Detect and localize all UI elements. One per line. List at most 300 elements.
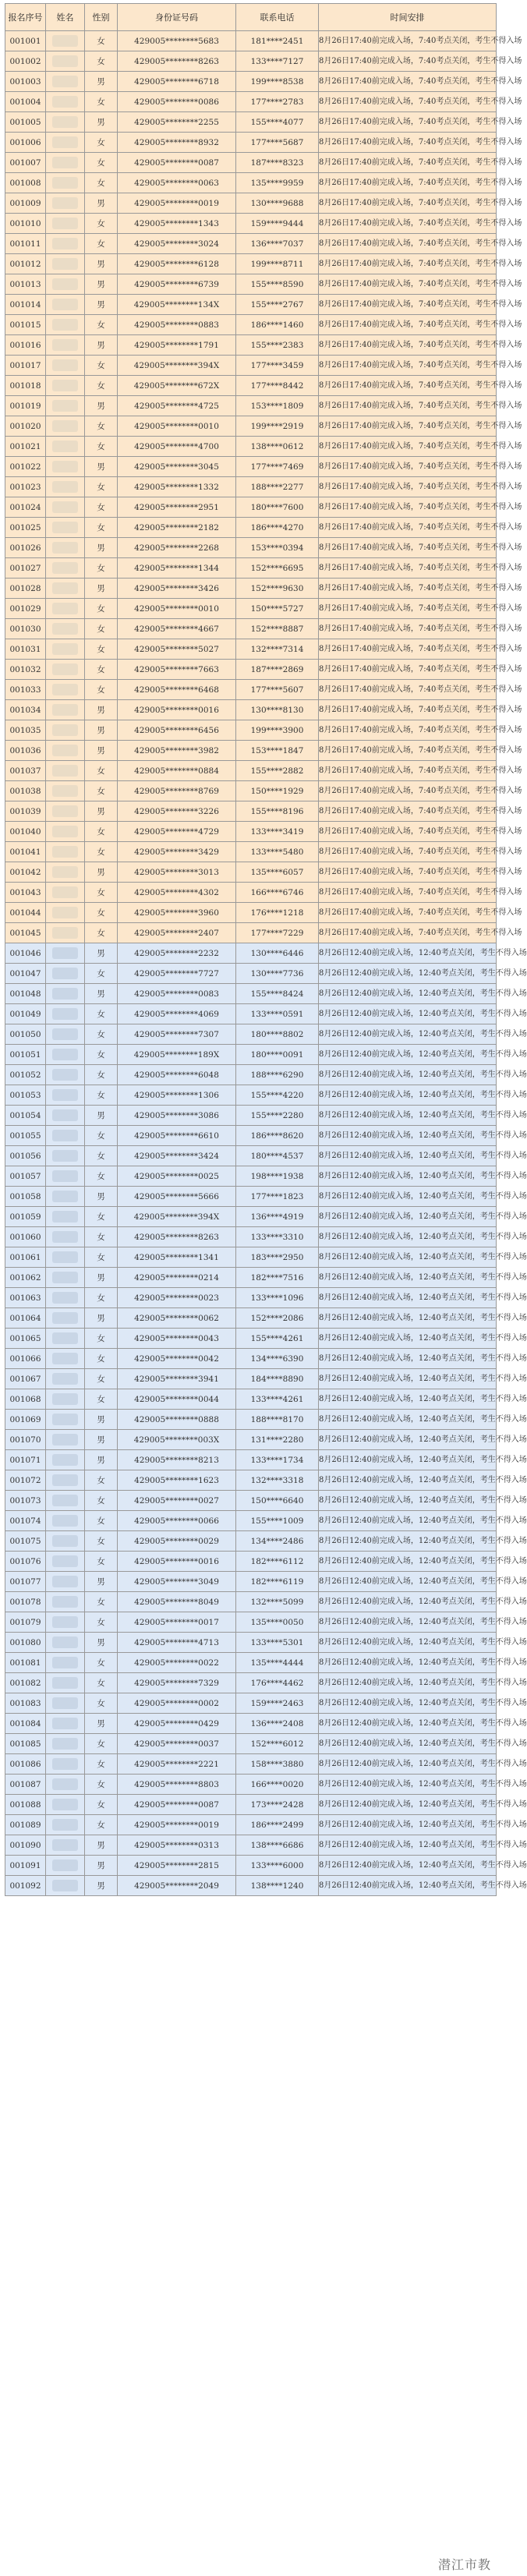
phone-cell: 133****4261: [236, 1389, 319, 1410]
table-row: [5, 274, 497, 295]
phone-cell: 138****0612: [236, 437, 319, 457]
registration-number-cell: 001052: [5, 1065, 46, 1085]
phone-cell: 155****8196: [236, 801, 319, 822]
name-cell: [46, 72, 85, 92]
table-row: [5, 1126, 497, 1146]
registration-number-cell: 001068: [5, 1389, 46, 1410]
gender-cell: 女: [85, 1511, 118, 1531]
time-arrangement-cell: 8月26日12:40前完成入场，12:40考点关闭，考生不得入场: [319, 1247, 497, 1268]
name-cell: [46, 396, 85, 416]
registration-number-cell: 001069: [5, 1410, 46, 1430]
time-arrangement-cell: 8月26日12:40前完成入场，12:40考点关闭，考生不得入场: [319, 1187, 497, 1207]
table-row: [5, 1734, 497, 1754]
time-arrangement-cell: 8月26日12:40前完成入场，12:40考点关闭，考生不得入场: [319, 1572, 497, 1592]
id-number-cell: 429005********1332: [118, 477, 236, 497]
gender-cell: 女: [85, 1288, 118, 1308]
id-number-cell: 429005********6718: [118, 72, 236, 92]
id-number-cell: 429005********1341: [118, 1247, 236, 1268]
name-cell: [46, 214, 85, 234]
table-row: [5, 619, 497, 639]
registration-number-cell: 001017: [5, 356, 46, 376]
phone-cell: 135****9959: [236, 173, 319, 193]
registration-number-cell: 001020: [5, 416, 46, 437]
name-cell: [46, 639, 85, 660]
table-row: [5, 497, 497, 518]
name-cell: [46, 1410, 85, 1430]
time-arrangement-cell: 8月26日12:40前完成入场，12:40考点关闭，考生不得入场: [319, 1552, 497, 1572]
gender-cell: 男: [85, 862, 118, 883]
table-row: [5, 1531, 497, 1552]
gender-cell: 男: [85, 1430, 118, 1450]
table-row: [5, 72, 497, 92]
registration-number-cell: 001003: [5, 72, 46, 92]
gender-cell: 女: [85, 1247, 118, 1268]
table-row: [5, 315, 497, 335]
registration-number-cell: 001051: [5, 1045, 46, 1065]
gender-cell: 男: [85, 1572, 118, 1592]
gender-cell: 女: [85, 1734, 118, 1754]
registration-number-cell: 001032: [5, 660, 46, 680]
name-cell: [46, 923, 85, 943]
id-number-cell: 429005********0025: [118, 1166, 236, 1187]
phone-cell: 199****2919: [236, 416, 319, 437]
phone-cell: 133****1096: [236, 1288, 319, 1308]
table-row: [5, 1004, 497, 1024]
registration-number-cell: 001037: [5, 761, 46, 781]
id-number-cell: 429005********7727: [118, 964, 236, 984]
time-arrangement-cell: 8月26日12:40前完成入场，12:40考点关闭，考生不得入场: [319, 1430, 497, 1450]
id-number-cell: 429005********4302: [118, 883, 236, 903]
name-cell: [46, 1775, 85, 1795]
gender-cell: 女: [85, 315, 118, 335]
name-cell: [46, 862, 85, 883]
id-number-cell: 429005********672X: [118, 376, 236, 396]
time-arrangement-cell: 8月26日12:40前完成入场，12:40考点关闭，考生不得入场: [319, 1349, 497, 1369]
gender-cell: 女: [85, 822, 118, 842]
time-arrangement-cell: 8月26日17:40前完成入场，7:40考点关闭，考生不得入场: [319, 274, 497, 295]
gender-cell: 女: [85, 660, 118, 680]
gender-cell: 女: [85, 1045, 118, 1065]
phone-cell: 152****2086: [236, 1308, 319, 1329]
gender-cell: 女: [85, 477, 118, 497]
time-arrangement-cell: 8月26日12:40前完成入场，12:40考点关闭，考生不得入场: [319, 1227, 497, 1247]
time-arrangement-cell: 8月26日12:40前完成入场，12:40考点关闭，考生不得入场: [319, 1673, 497, 1693]
gender-cell: 男: [85, 254, 118, 274]
registration-number-cell: 001004: [5, 92, 46, 112]
phone-cell: 155****4261: [236, 1329, 319, 1349]
phone-cell: 150****1929: [236, 781, 319, 801]
phone-cell: 130****7736: [236, 964, 319, 984]
registration-number-cell: 001066: [5, 1349, 46, 1369]
table-row: [5, 457, 497, 477]
table-row: [5, 1288, 497, 1308]
time-arrangement-cell: 8月26日17:40前完成入场，7:40考点关闭，考生不得入场: [319, 416, 497, 437]
time-arrangement-cell: 8月26日17:40前完成入场，7:40考点关闭，考生不得入场: [319, 903, 497, 923]
id-number-cell: 429005********2268: [118, 538, 236, 558]
time-arrangement-cell: 8月26日17:40前完成入场，7:40考点关闭，考生不得入场: [319, 214, 497, 234]
name-cell: [46, 660, 85, 680]
time-arrangement-cell: 8月26日12:40前完成入场，12:40考点关闭，考生不得入场: [319, 1693, 497, 1714]
time-arrangement-cell: 8月26日17:40前完成入场，7:40考点关闭，考生不得入场: [319, 497, 497, 518]
phone-cell: 182****7516: [236, 1268, 319, 1288]
registration-number-cell: 001031: [5, 639, 46, 660]
registration-number-cell: 001016: [5, 335, 46, 356]
name-cell: [46, 1693, 85, 1714]
phone-cell: 182****6112: [236, 1552, 319, 1572]
id-number-cell: 429005********394X: [118, 1207, 236, 1227]
time-arrangement-cell: 8月26日12:40前完成入场，12:40考点关闭，考生不得入场: [319, 1024, 497, 1045]
time-arrangement-cell: 8月26日12:40前完成入场，12:40考点关闭，考生不得入场: [319, 1085, 497, 1106]
gender-cell: 女: [85, 437, 118, 457]
registration-number-cell: 001074: [5, 1511, 46, 1531]
id-number-cell: 429005********0019: [118, 193, 236, 214]
name-cell: [46, 1227, 85, 1247]
name-cell: [46, 153, 85, 173]
registration-number-cell: 001077: [5, 1572, 46, 1592]
registration-number-cell: 001033: [5, 680, 46, 700]
table-row: [5, 133, 497, 153]
registration-number-cell: 001091: [5, 1856, 46, 1876]
gender-cell: 女: [85, 214, 118, 234]
gender-cell: 女: [85, 1329, 118, 1349]
table-row: [5, 660, 497, 680]
time-arrangement-cell: 8月26日12:40前完成入场，12:40考点关闭，考生不得入场: [319, 1369, 497, 1389]
time-arrangement-cell: 8月26日17:40前完成入场，7:40考点关闭，考生不得入场: [319, 31, 497, 51]
registration-number-cell: 001070: [5, 1430, 46, 1450]
id-number-cell: 429005********0083: [118, 984, 236, 1004]
phone-cell: 176****1218: [236, 903, 319, 923]
table-row: [5, 842, 497, 862]
time-arrangement-cell: 8月26日17:40前完成入场，7:40考点关闭，考生不得入场: [319, 883, 497, 903]
gender-cell: 男: [85, 943, 118, 964]
time-arrangement-cell: 8月26日12:40前完成入场，12:40考点关闭，考生不得入场: [319, 1045, 497, 1065]
gender-cell: 女: [85, 1552, 118, 1572]
name-cell: [46, 477, 85, 497]
id-number-cell: 429005********7329: [118, 1673, 236, 1693]
phone-cell: 177****3459: [236, 356, 319, 376]
phone-cell: 130****9688: [236, 193, 319, 214]
phone-cell: 173****2428: [236, 1795, 319, 1815]
gender-cell: 女: [85, 1775, 118, 1795]
registration-number-cell: 001043: [5, 883, 46, 903]
registration-number-cell: 001030: [5, 619, 46, 639]
table-row: [5, 923, 497, 943]
gender-cell: 男: [85, 1268, 118, 1288]
gender-cell: 男: [85, 1856, 118, 1876]
phone-cell: 153****1809: [236, 396, 319, 416]
id-number-cell: 429005********0066: [118, 1511, 236, 1531]
time-arrangement-cell: 8月26日12:40前完成入场，12:40考点关闭，考生不得入场: [319, 1004, 497, 1024]
time-arrangement-cell: 8月26日17:40前完成入场，7:40考点关闭，考生不得入场: [319, 579, 497, 599]
registration-number-cell: 001024: [5, 497, 46, 518]
name-cell: [46, 1268, 85, 1288]
table-row: [5, 538, 497, 558]
time-arrangement-cell: 8月26日12:40前完成入场，12:40考点关闭，考生不得入场: [319, 1653, 497, 1673]
registration-number-cell: 001076: [5, 1552, 46, 1572]
phone-cell: 186****4270: [236, 518, 319, 538]
phone-cell: 133****7127: [236, 51, 319, 72]
registration-number-cell: 001090: [5, 1835, 46, 1856]
name-cell: [46, 497, 85, 518]
time-arrangement-cell: 8月26日17:40前完成入场，7:40考点关闭，考生不得入场: [319, 558, 497, 579]
registration-number-cell: 001086: [5, 1754, 46, 1775]
registration-number-cell: 001015: [5, 315, 46, 335]
id-number-cell: 429005********4069: [118, 1004, 236, 1024]
phone-cell: 131****2280: [236, 1430, 319, 1450]
time-arrangement-cell: 8月26日17:40前完成入场，7:40考点关闭，考生不得入场: [319, 639, 497, 660]
phone-cell: 180****4537: [236, 1146, 319, 1166]
table-row: [5, 558, 497, 579]
table-row: [5, 943, 497, 964]
name-cell: [46, 1004, 85, 1024]
gender-cell: 女: [85, 1349, 118, 1369]
registration-number-cell: 001007: [5, 153, 46, 173]
phone-cell: 135****4444: [236, 1653, 319, 1673]
id-number-cell: 429005********8213: [118, 1450, 236, 1470]
table-row: [5, 254, 497, 274]
table-row: [5, 1349, 497, 1369]
phone-cell: 150****6640: [236, 1491, 319, 1511]
name-cell: [46, 193, 85, 214]
registration-number-cell: 001048: [5, 984, 46, 1004]
name-cell: [46, 416, 85, 437]
time-arrangement-cell: 8月26日12:40前完成入场，12:40考点关闭，考生不得入场: [319, 1734, 497, 1754]
gender-cell: 女: [85, 1754, 118, 1775]
name-cell: [46, 173, 85, 193]
table-row: [5, 295, 497, 315]
table-header-row: [5, 4, 497, 31]
time-arrangement-cell: 8月26日17:40前完成入场，7:40考点关闭，考生不得入场: [319, 801, 497, 822]
id-number-cell: 429005********0883: [118, 315, 236, 335]
time-arrangement-cell: 8月26日17:40前完成入场，7:40考点关闭，考生不得入场: [319, 133, 497, 153]
id-number-cell: 429005********3941: [118, 1369, 236, 1389]
id-number-cell: 429005********3426: [118, 579, 236, 599]
time-arrangement-cell: 8月26日17:40前完成入场，7:40考点关闭，考生不得入场: [319, 457, 497, 477]
registration-number-cell: 001028: [5, 579, 46, 599]
id-number-cell: 429005********6739: [118, 274, 236, 295]
table-row: [5, 1227, 497, 1247]
phone-cell: 181****2451: [236, 31, 319, 51]
table-row: [5, 214, 497, 234]
table-row: [5, 1389, 497, 1410]
registration-number-cell: 001055: [5, 1126, 46, 1146]
table-row: [5, 1308, 497, 1329]
id-number-cell: 429005********0042: [118, 1349, 236, 1369]
gender-cell: 男: [85, 1308, 118, 1329]
id-number-cell: 429005********6048: [118, 1065, 236, 1085]
phone-cell: 159****2463: [236, 1693, 319, 1714]
table-row: [5, 720, 497, 741]
id-number-cell: 429005********0313: [118, 1835, 236, 1856]
phone-cell: 133****3419: [236, 822, 319, 842]
phone-cell: 177****5607: [236, 680, 319, 700]
name-cell: [46, 1531, 85, 1552]
registration-number-cell: 001040: [5, 822, 46, 842]
id-number-cell: 429005********1623: [118, 1470, 236, 1491]
name-cell: [46, 1754, 85, 1775]
table-row: [5, 1795, 497, 1815]
name-cell: [46, 295, 85, 315]
phone-cell: 138****6686: [236, 1835, 319, 1856]
name-cell: [46, 1450, 85, 1470]
gender-cell: 女: [85, 1024, 118, 1045]
name-cell: [46, 356, 85, 376]
gender-cell: 女: [85, 781, 118, 801]
name-cell: [46, 1835, 85, 1856]
table-row: [5, 1045, 497, 1065]
registration-number-cell: 001002: [5, 51, 46, 72]
gender-cell: 男: [85, 1835, 118, 1856]
phone-cell: 134****2486: [236, 1531, 319, 1552]
gender-cell: 男: [85, 72, 118, 92]
table-row: [5, 234, 497, 254]
name-cell: [46, 1288, 85, 1308]
gender-cell: 女: [85, 92, 118, 112]
table-row: [5, 1065, 497, 1085]
name-cell: [46, 133, 85, 153]
phone-cell: 186****2499: [236, 1815, 319, 1835]
id-number-cell: 429005********0087: [118, 1795, 236, 1815]
time-arrangement-cell: 8月26日12:40前完成入场，12:40考点关闭，考生不得入场: [319, 1531, 497, 1552]
table-row: [5, 903, 497, 923]
phone-cell: 135****6057: [236, 862, 319, 883]
name-cell: [46, 1308, 85, 1329]
time-arrangement-cell: 8月26日17:40前完成入场，7:40考点关闭，考生不得入场: [319, 315, 497, 335]
phone-cell: 132****3318: [236, 1470, 319, 1491]
phone-cell: 133****5301: [236, 1633, 319, 1653]
gender-cell: 女: [85, 1653, 118, 1673]
table-row: [5, 173, 497, 193]
time-arrangement-cell: 8月26日17:40前完成入场，7:40考点关闭，考生不得入场: [319, 619, 497, 639]
gender-cell: 女: [85, 1004, 118, 1024]
id-number-cell: 429005********5683: [118, 31, 236, 51]
registration-number-cell: 001081: [5, 1653, 46, 1673]
phone-cell: 198****1938: [236, 1166, 319, 1187]
registration-number-cell: 001026: [5, 538, 46, 558]
table-row: [5, 376, 497, 396]
id-number-cell: 429005********4713: [118, 1633, 236, 1653]
registration-number-cell: 001038: [5, 781, 46, 801]
registration-number-cell: 001063: [5, 1288, 46, 1308]
phone-cell: 133****1734: [236, 1450, 319, 1470]
name-cell: [46, 1166, 85, 1187]
time-arrangement-cell: 8月26日17:40前完成入场，7:40考点关闭，考生不得入场: [319, 173, 497, 193]
table-row: [5, 1207, 497, 1227]
time-arrangement-cell: 8月26日12:40前完成入场，12:40考点关闭，考生不得入场: [319, 1633, 497, 1653]
table-row: [5, 1572, 497, 1592]
phone-cell: 177****2783: [236, 92, 319, 112]
time-arrangement-cell: 8月26日17:40前完成入场，7:40考点关闭，考生不得入场: [319, 761, 497, 781]
id-number-cell: 429005********6456: [118, 720, 236, 741]
time-arrangement-cell: 8月26日17:40前完成入场，7:40考点关闭，考生不得入场: [319, 335, 497, 356]
watermark-text: 潜江市教: [437, 2557, 491, 2572]
gender-cell: 男: [85, 1187, 118, 1207]
phone-cell: 132****7314: [236, 639, 319, 660]
registration-number-cell: 001042: [5, 862, 46, 883]
phone-cell: 199****8538: [236, 72, 319, 92]
id-number-cell: 429005********0888: [118, 1410, 236, 1430]
phone-cell: 166****0020: [236, 1775, 319, 1795]
registration-number-cell: 001009: [5, 193, 46, 214]
time-arrangement-cell: 8月26日12:40前完成入场，12:40考点关闭，考生不得入场: [319, 1470, 497, 1491]
phone-cell: 133****3310: [236, 1227, 319, 1247]
table-row: [5, 416, 497, 437]
registration-number-cell: 001075: [5, 1531, 46, 1552]
name-cell: [46, 943, 85, 964]
phone-cell: 155****2280: [236, 1106, 319, 1126]
time-arrangement-cell: 8月26日17:40前完成入场，7:40考点关闭，考生不得入场: [319, 234, 497, 254]
registration-number-cell: 001059: [5, 1207, 46, 1227]
time-arrangement-cell: 8月26日12:40前完成入场，12:40考点关闭，考生不得入场: [319, 1835, 497, 1856]
table-row: [5, 335, 497, 356]
time-arrangement-cell: 8月26日12:40前完成入场，12:40考点关闭，考生不得入场: [319, 1754, 497, 1775]
name-cell: [46, 1369, 85, 1389]
table-row: [5, 1876, 497, 1896]
time-arrangement-cell: 8月26日17:40前完成入场，7:40考点关闭，考生不得入场: [319, 153, 497, 173]
time-arrangement-cell: 8月26日17:40前完成入场，7:40考点关闭，考生不得入场: [319, 680, 497, 700]
id-number-cell: 429005********3013: [118, 862, 236, 883]
name-cell: [46, 1085, 85, 1106]
gender-cell: 女: [85, 1491, 118, 1511]
name-cell: [46, 1470, 85, 1491]
name-cell: [46, 781, 85, 801]
id-number-cell: 429005********0429: [118, 1714, 236, 1734]
phone-cell: 182****6119: [236, 1572, 319, 1592]
time-arrangement-cell: 8月26日17:40前完成入场，7:40考点关闭，考生不得入场: [319, 72, 497, 92]
id-number-cell: 429005********3429: [118, 842, 236, 862]
name-cell: [46, 1389, 85, 1410]
table-row: [5, 761, 497, 781]
table-row: [5, 1146, 497, 1166]
gender-cell: 女: [85, 153, 118, 173]
id-number-cell: 429005********0086: [118, 92, 236, 112]
gender-cell: 女: [85, 133, 118, 153]
registration-number-cell: 001060: [5, 1227, 46, 1247]
registration-number-cell: 001001: [5, 31, 46, 51]
table-row: [5, 1714, 497, 1734]
registration-number-cell: 001022: [5, 457, 46, 477]
gender-cell: 男: [85, 1876, 118, 1896]
gender-cell: 男: [85, 1450, 118, 1470]
phone-cell: 177****1823: [236, 1187, 319, 1207]
table-row: [5, 51, 497, 72]
phone-cell: 155****2767: [236, 295, 319, 315]
time-arrangement-cell: 8月26日17:40前完成入场，7:40考点关闭，考生不得入场: [319, 396, 497, 416]
registration-number-cell: 001021: [5, 437, 46, 457]
time-arrangement-cell: 8月26日17:40前完成入场，7:40考点关闭，考生不得入场: [319, 822, 497, 842]
registration-number-cell: 001064: [5, 1308, 46, 1329]
registration-number-cell: 001050: [5, 1024, 46, 1045]
registration-number-cell: 001036: [5, 741, 46, 761]
time-arrangement-cell: 8月26日12:40前完成入场，12:40考点关闭，考生不得入场: [319, 1126, 497, 1146]
id-number-cell: 429005********3024: [118, 234, 236, 254]
phone-cell: 155****8424: [236, 984, 319, 1004]
phone-cell: 152****6695: [236, 558, 319, 579]
gender-cell: 男: [85, 396, 118, 416]
table-row: [5, 680, 497, 700]
gender-cell: 女: [85, 497, 118, 518]
phone-cell: 155****4077: [236, 112, 319, 133]
table-row: [5, 1024, 497, 1045]
table-row: [5, 801, 497, 822]
id-number-cell: 429005********3424: [118, 1146, 236, 1166]
name-cell: [46, 964, 85, 984]
gender-cell: 女: [85, 761, 118, 781]
table-row: [5, 862, 497, 883]
registration-number-cell: 001062: [5, 1268, 46, 1288]
registration-number-cell: 001054: [5, 1106, 46, 1126]
name-cell: [46, 437, 85, 457]
